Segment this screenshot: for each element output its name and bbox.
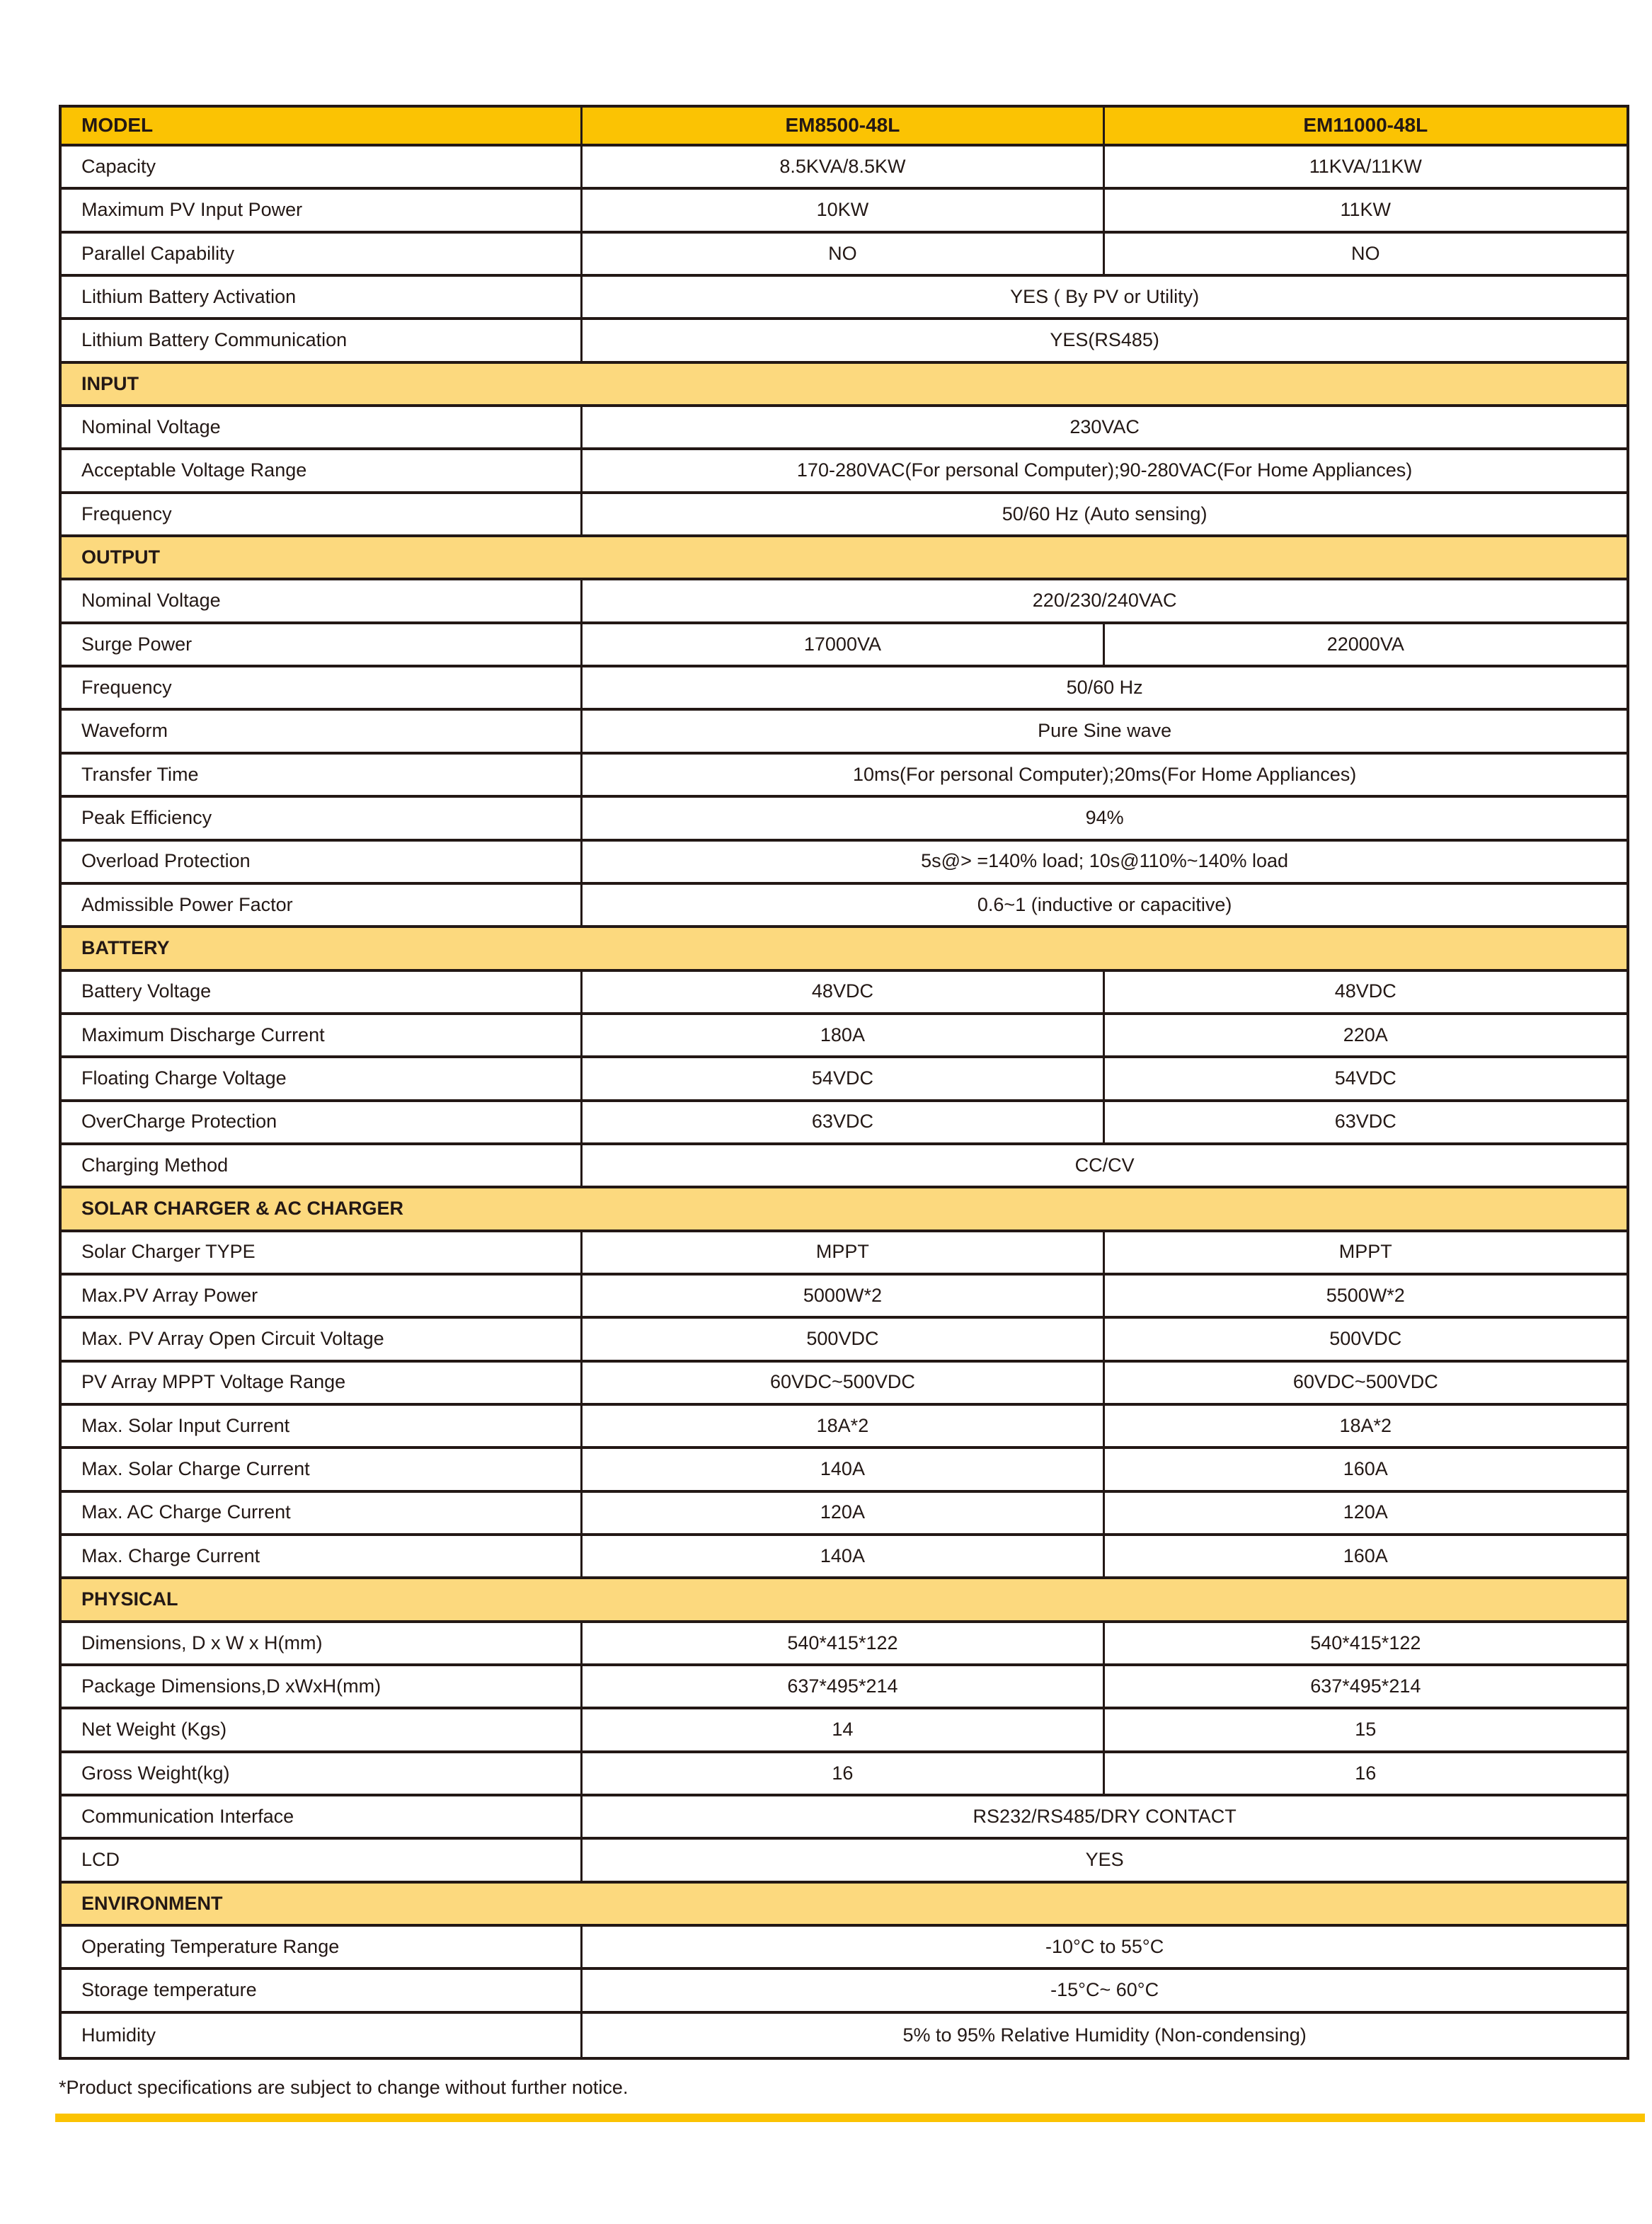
- spec-value-em11000-48l: 160A: [1343, 1458, 1388, 1480]
- spec-value-merged: YES ( By PV or Utility): [1010, 285, 1200, 307]
- spec-value-em11000-48l: 48VDC: [1334, 980, 1396, 1002]
- spec-value-em11000-48l: 11KW: [1340, 199, 1392, 221]
- spec-value-em8500-48l: NO: [583, 234, 1104, 274]
- spec-row: [62, 1536, 1627, 1579]
- spec-value-merged: 170-280VAC(For personal Computer);90-280VAC(For Home Appliances): [796, 459, 1413, 481]
- spec-row: [62, 494, 1627, 537]
- spec-label: Admissible Power Factor: [62, 885, 583, 925]
- spec-value-em11000-48l: 54VDC: [1334, 1067, 1396, 1089]
- section-row: [62, 1579, 1627, 1622]
- section-row: [62, 1884, 1627, 1927]
- section-title: SOLAR CHARGER & AC CHARGER: [81, 1198, 404, 1220]
- spec-value-em11000-48l: 15: [1355, 1719, 1377, 1741]
- spec-value-em11000-48l: MPPT: [1338, 1241, 1392, 1263]
- spec-row: [62, 1145, 1627, 1188]
- spec-label: Nominal Voltage: [62, 580, 583, 621]
- spec-row: [62, 1449, 1627, 1492]
- spec-row: [62, 190, 1627, 233]
- section-row: [62, 537, 1627, 580]
- spec-value-em11000-48l: 160A: [1343, 1544, 1388, 1566]
- spec-value-em8500-48l: 180A: [583, 1015, 1104, 1055]
- spec-label: Acceptable Voltage Range: [62, 450, 583, 491]
- table-header-row: [62, 108, 1627, 147]
- spec-row: [62, 1666, 1627, 1709]
- spec-label: Operating Temperature Range: [62, 1927, 583, 1967]
- spec-value-em8500-48l: 48VDC: [583, 972, 1104, 1012]
- spec-label: Max. Solar Charge Current: [62, 1449, 583, 1489]
- bottom-accent-bar: [55, 2114, 1645, 2122]
- spec-label: LCD: [62, 1840, 583, 1880]
- section-row: [62, 1188, 1627, 1232]
- spec-value-em8500-48l: 60VDC~500VDC: [583, 1363, 1104, 1403]
- spec-value-merged: 0.6~1 (inductive or capacitive): [977, 893, 1232, 915]
- spec-value-em11000-48l: 18A*2: [1339, 1414, 1392, 1436]
- spec-value-merged: -10°C to 55°C: [1045, 1935, 1164, 1957]
- spec-label: Peak Efficiency: [62, 798, 583, 838]
- spec-row: [62, 1232, 1627, 1276]
- spec-value-em11000-48l: 500VDC: [1329, 1328, 1402, 1350]
- spec-row: [62, 1102, 1627, 1145]
- spec-value-em11000-48l: 637*495*214: [1310, 1675, 1421, 1697]
- spec-value-merged: RS232/RS485/DRY CONTACT: [973, 1805, 1237, 1827]
- spec-value-merged: CC/CV: [1074, 1154, 1135, 1176]
- section-title: PHYSICAL: [81, 1588, 178, 1610]
- spec-row: [62, 1276, 1627, 1319]
- spec-label: Gross Weight(kg): [62, 1753, 583, 1794]
- spec-value-em8500-48l: 10KW: [583, 190, 1104, 230]
- spec-value-em11000-48l: 63VDC: [1334, 1111, 1396, 1133]
- spec-label: Max. AC Charge Current: [62, 1493, 583, 1533]
- spec-label: OverCharge Protection: [62, 1102, 583, 1142]
- spec-label: Maximum PV Input Power: [62, 190, 583, 230]
- spec-row: [62, 885, 1627, 928]
- spec-row: [62, 1970, 1627, 2013]
- spec-value-em8500-48l: 8.5KVA/8.5KW: [583, 147, 1104, 187]
- section-title: BATTERY: [81, 937, 170, 959]
- spec-value-em8500-48l: 5000W*2: [583, 1276, 1104, 1316]
- spec-row: [62, 798, 1627, 841]
- spec-label: Max. Solar Input Current: [62, 1406, 583, 1446]
- spec-row: [62, 2014, 1627, 2057]
- spec-label: Lithium Battery Communication: [62, 320, 583, 360]
- spec-label: Package Dimensions,D xWxH(mm): [62, 1666, 583, 1707]
- spec-value-em8500-48l: 540*415*122: [583, 1623, 1104, 1663]
- spec-row: [62, 234, 1627, 277]
- spec-value-merged: 5s@> =140% load; 10s@110%~140% load: [921, 850, 1289, 872]
- spec-label: Transfer Time: [62, 755, 583, 795]
- spec-row: [62, 1406, 1627, 1449]
- spec-value-merged: 50/60 Hz: [1066, 676, 1143, 698]
- spec-value-em11000-48l: 220A: [1343, 1024, 1388, 1045]
- spec-label: Humidity: [62, 2014, 583, 2057]
- spec-row: [62, 1363, 1627, 1406]
- spec-label: Max. Charge Current: [62, 1536, 583, 1576]
- spec-value-merged: -15°C~ 60°C: [1050, 1979, 1159, 2001]
- spec-row: [62, 842, 1627, 885]
- section-title: OUTPUT: [81, 546, 160, 568]
- spec-value-merged: 230VAC: [1069, 415, 1140, 437]
- spec-value-em8500-48l: 500VDC: [583, 1319, 1104, 1359]
- spec-value-em8500-48l: 63VDC: [583, 1102, 1104, 1142]
- spec-row: [62, 1753, 1627, 1796]
- spec-label: Surge Power: [62, 624, 583, 665]
- section-title: ENVIRONMENT: [81, 1892, 223, 1914]
- spec-row: [62, 1058, 1627, 1101]
- spec-label: Solar Charger TYPE: [62, 1232, 583, 1273]
- spec-label: Communication Interface: [62, 1796, 583, 1837]
- spec-label: Floating Charge Voltage: [62, 1058, 583, 1099]
- spec-value-em11000-48l: 16: [1355, 1762, 1377, 1784]
- spec-row: [62, 580, 1627, 624]
- spec-value-merged: 5% to 95% Relative Humidity (Non-condensing): [902, 2024, 1307, 2046]
- spec-row: [62, 667, 1627, 711]
- spec-value-merged: 94%: [1085, 806, 1124, 828]
- spec-row: [62, 1015, 1627, 1058]
- spec-row: [62, 147, 1627, 190]
- spec-label: PV Array MPPT Voltage Range: [62, 1363, 583, 1403]
- spec-row: [62, 407, 1627, 450]
- spec-value-em8500-48l: 14: [583, 1709, 1104, 1750]
- spec-value-em11000-48l: 120A: [1343, 1501, 1388, 1523]
- spec-label: Frequency: [62, 494, 583, 534]
- spec-label: Max.PV Array Power: [62, 1276, 583, 1316]
- spec-value-em11000-48l: 540*415*122: [1310, 1632, 1421, 1653]
- spec-value-em11000-48l: 5500W*2: [1326, 1284, 1405, 1306]
- column-header-em11000-48l: EM11000-48L: [1303, 114, 1428, 137]
- spec-label: Parallel Capability: [62, 234, 583, 274]
- spec-value-em11000-48l: 22000VA: [1326, 633, 1404, 655]
- spec-label: Frequency: [62, 667, 583, 708]
- spec-row: [62, 1493, 1627, 1536]
- spec-row: [62, 1709, 1627, 1753]
- spec-label: Net Weight (Kgs): [62, 1709, 583, 1750]
- spec-value-em8500-48l: 16: [583, 1753, 1104, 1794]
- spec-value-merged: 50/60 Hz (Auto sensing): [1002, 503, 1208, 525]
- spec-row: [62, 1840, 1627, 1883]
- spec-row: [62, 1623, 1627, 1666]
- spec-value-em8500-48l: MPPT: [583, 1232, 1104, 1273]
- spec-table: [59, 105, 1629, 2060]
- spec-value-em8500-48l: 140A: [583, 1536, 1104, 1576]
- spec-row: [62, 320, 1627, 363]
- spec-label: Charging Method: [62, 1145, 583, 1186]
- spec-label: Battery Voltage: [62, 972, 583, 1012]
- spec-row: [62, 277, 1627, 320]
- spec-label: Capacity: [62, 147, 583, 187]
- spec-row: [62, 711, 1627, 754]
- spec-value-em8500-48l: 18A*2: [583, 1406, 1104, 1446]
- spec-value-merged: YES: [1085, 1849, 1124, 1871]
- spec-value-em8500-48l: 17000VA: [583, 624, 1104, 665]
- column-header-em8500-48l: EM8500-48L: [583, 108, 1104, 144]
- spec-label: Lithium Battery Activation: [62, 277, 583, 317]
- spec-label: Max. PV Array Open Circuit Voltage: [62, 1319, 583, 1359]
- section-row: [62, 928, 1627, 971]
- spec-value-em11000-48l: NO: [1351, 242, 1380, 264]
- spec-value-merged: YES(RS485): [1050, 329, 1159, 351]
- spec-row: [62, 1796, 1627, 1840]
- section-title: INPUT: [81, 372, 139, 394]
- spec-value-em11000-48l: 11KVA/11KW: [1309, 155, 1422, 177]
- footnote-text: *Product specifications are subject to change without further notice.: [59, 2077, 629, 2098]
- spec-row: [62, 1927, 1627, 1970]
- spec-row: [62, 972, 1627, 1015]
- spec-label: Nominal Voltage: [62, 407, 583, 447]
- spec-value-em8500-48l: 54VDC: [583, 1058, 1104, 1099]
- spec-value-merged: 10ms(For personal Computer);20ms(For Home Appliances): [852, 763, 1357, 785]
- spec-value-em8500-48l: 120A: [583, 1493, 1104, 1533]
- spec-value-merged: 220/230/240VAC: [1032, 590, 1177, 612]
- spec-label: Storage temperature: [62, 1970, 583, 2010]
- spec-row: [62, 1319, 1627, 1362]
- spec-label: Dimensions, D x W x H(mm): [62, 1623, 583, 1663]
- spec-value-em8500-48l: 140A: [583, 1449, 1104, 1489]
- spec-value-em8500-48l: 637*495*214: [583, 1666, 1104, 1707]
- spec-value-em11000-48l: 60VDC~500VDC: [1292, 1371, 1438, 1393]
- section-row: [62, 364, 1627, 407]
- spec-row: [62, 624, 1627, 667]
- spec-label: Waveform: [62, 711, 583, 751]
- spec-row: [62, 450, 1627, 493]
- spec-label: Maximum Discharge Current: [62, 1015, 583, 1055]
- spec-label: Overload Protection: [62, 842, 583, 882]
- column-header-model: MODEL: [62, 108, 583, 144]
- spec-row: [62, 755, 1627, 798]
- spec-value-merged: Pure Sine wave: [1038, 720, 1172, 742]
